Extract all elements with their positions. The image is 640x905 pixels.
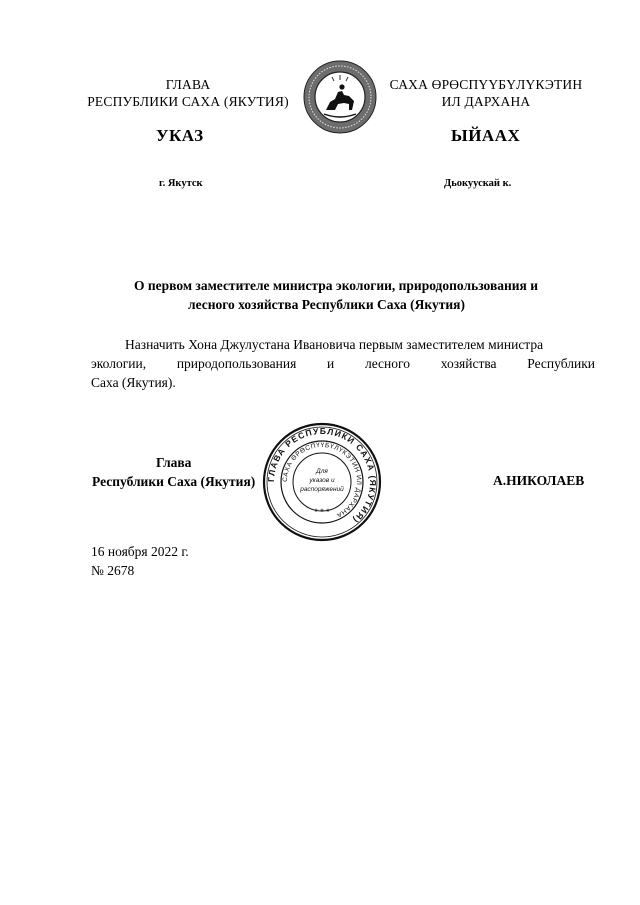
seal-center-line3: распоряжений — [300, 486, 344, 493]
body-line2 — [91, 354, 595, 373]
body-line3: Саха (Якутия). — [91, 375, 176, 390]
heading-line1: О первом заместителе министра экологии, природопользования и — [134, 278, 539, 293]
seal-inner-text: САХА ӨРӨСПҮҮБҮЛҮКЭТИН ИЛ ДАРХАНА — [281, 441, 363, 519]
header-left-line2: РЕСПУБЛИКИ САХА (ЯКУТИЯ) — [87, 94, 289, 109]
document-meta — [91, 542, 189, 580]
header-right-line2: ИЛ ДАРХАНА — [441, 94, 531, 109]
signature-name: А.НИКОЛАЕВ — [493, 473, 585, 488]
document-number: № 2678 — [91, 563, 135, 578]
signature-role-line2: Республики Саха (Якутия) — [92, 474, 256, 489]
body-line2-text: экологии, природопользования и лесного хозяйства Республики — [91, 356, 595, 371]
header-left-line1: ГЛАВА — [165, 77, 211, 92]
signature-role-line1: Глава — [156, 455, 192, 470]
document-heading — [92, 276, 602, 314]
seal-outer-text: ГЛАВА РЕСПУБЛИКИ САХА (ЯКУТИЯ) — [265, 425, 379, 526]
header-right-line1: САХА ӨРӨСПҮҮБҮЛҮКЭТИН — [389, 77, 583, 92]
place-right: Дьокуускай к. — [444, 178, 512, 189]
body-line1-text: Назначить Хона Джулустана Ивановича первым заместителем министра — [125, 337, 544, 352]
seal-center-line1: Для — [316, 468, 328, 475]
title-yiaakh: ЫЙААХ — [451, 126, 521, 145]
header-left — [78, 76, 298, 110]
place-left: г. Якутск — [159, 178, 203, 189]
document-date: 16 ноября 2022 г. — [91, 544, 189, 559]
body-line1 — [91, 335, 595, 354]
title-ukaz: УКАЗ — [156, 126, 204, 145]
heading-line2: лесного хозяйства Республики Саха (Якутия) — [188, 297, 465, 312]
document-body — [91, 335, 595, 392]
coat-of-arms-icon — [302, 58, 378, 136]
svg-text:* * *: * * * — [314, 507, 330, 517]
seal-center-line2: указов и — [309, 477, 335, 484]
header-right — [380, 76, 592, 110]
official-seal-icon — [261, 421, 383, 543]
